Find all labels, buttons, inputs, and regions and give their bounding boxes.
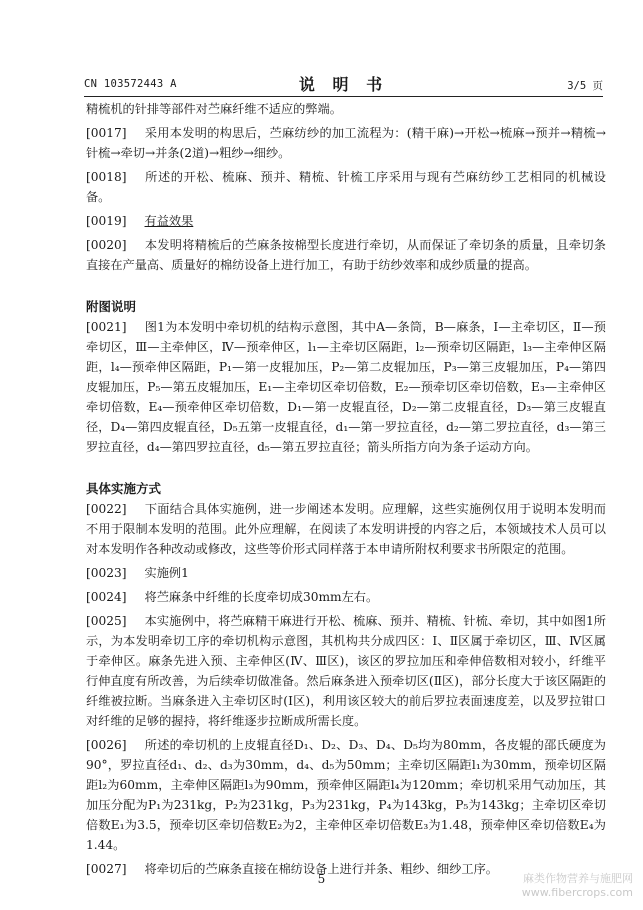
paragraph-0022 xyxy=(86,499,606,559)
paragraph-0025 xyxy=(86,611,606,731)
subheading-beneficial-effects: 有益效果 xyxy=(144,214,194,228)
paragraph-text: 下面结合具体实施例，进一步阐述本发明。应理解，这些实施例仅用于说明本发明而不用于限制本发明的范围。此外应理解，在阅读了本发明讲授的内容之后，本领域技术人员可以对本发明作各种改动或修改，这些等价形式同样落于本申请所附权利要求书所限定的范围。 xyxy=(86,502,606,556)
paragraph-text: 将苎麻条中纤维的长度牵切成30mm左右。 xyxy=(144,590,379,604)
paragraph-text: 所述的牵切机的上皮辊直径D₁、D₂、D₃、D₄、D₅均为80mm，各皮辊的邵氏硬度为90°，罗拉直径d₁、d₂、d₃为30mm，d₄、d₅为50mm；主牵切区隔距l₁为30mm，预牵切区隔距l₂为60mm，主牵伸区隔距l₃为90mm，预牵伸区隔距l₄为120mm；牵切机采用气动加压，其加压分配为P₁为231kg，P₂为231kg，P₃为231kg，P₄为143kg，P₅为143kg；主牵切区牵切倍数E₁为3.5，预牵切区牵切倍数E₂为2，主牵伸区牵切倍数E₃为1.48，预牵伸区牵切倍数E₄为1.44。 xyxy=(86,738,606,852)
paragraph-0024 xyxy=(86,587,606,607)
watermark xyxy=(522,872,633,900)
patent-number: CN 103572443 A xyxy=(84,78,177,90)
paragraph-tag: [0027] xyxy=(86,862,127,876)
paragraph-text: 实施例1 xyxy=(144,566,189,580)
paragraph-0018 xyxy=(86,167,606,207)
paragraph-tag: [0018] xyxy=(86,170,127,184)
paragraph-text: 所述的开松、梳麻、预并、精梳、针梳工序采用与现有苎麻纺纱工艺相同的机械设备。 xyxy=(86,170,606,204)
paragraph-text: 将牵切后的苎麻条直接在棉纺设备上进行并条、粗纱、细纱工序。 xyxy=(144,862,498,876)
header-rule xyxy=(84,96,603,97)
watermark-url: www.fibercrops.com xyxy=(521,886,633,899)
section-title-figures: 附图说明 xyxy=(86,299,137,314)
document-body xyxy=(86,99,606,879)
paragraph-tag: [0025] xyxy=(86,614,127,628)
paragraph-tag: [0021] xyxy=(86,320,127,334)
section-title-embodiments: 具体实施方式 xyxy=(86,481,162,496)
paragraph-0021 xyxy=(86,317,606,457)
page-number: 5 xyxy=(317,872,326,886)
paragraph-tag: [0020] xyxy=(86,238,127,252)
paragraph-0020 xyxy=(86,235,606,275)
paragraph-0026 xyxy=(86,735,606,855)
watermark-title: 麻类作物营养与施肥网 xyxy=(523,872,633,885)
continued-text: 精梳机的针排等部件对苎麻纤维不适应的弊端。 xyxy=(86,102,342,116)
paragraph-tag: [0017] xyxy=(86,126,127,140)
paragraph-0019 xyxy=(86,211,606,231)
paragraph-tag: [0026] xyxy=(86,738,127,752)
page-header xyxy=(84,72,603,94)
page-indicator: 3/5 页 xyxy=(567,80,603,92)
paragraph-text: 本实施例中，将苎麻精干麻进行开松、梳麻、预并、精梳、针梳、牵切，其中如图1所示，为本发明牵切工序的牵切机构示意图，其机构共分成四区：Ⅰ、Ⅱ区属于牵切区，Ⅲ、Ⅳ区属于牵伸区。麻条先进入预、主牵伸区(Ⅳ、Ⅲ区)，该区的罗拉加压和牵伸倍数相对较小，纤维平行伸直度有所改善，为后续牵切做准备。然后麻条进入预牵切区(Ⅱ区)，部分长度大于该区隔距的纤维被拉断。当麻条进入主牵切区时(Ⅰ区)，利用该区较大的前后罗拉表面速度差，以及罗拉钳口对纤维的足够的握持，将纤维逐步拉断成所需长度。 xyxy=(86,614,606,728)
paragraph-text: 图1为本发明中牵切机的结构示意图，其中A—条筒，B—麻条，Ⅰ—主牵切区，Ⅱ—预牵切区，Ⅲ—主牵伸区，Ⅳ—预牵伸区，l₁—主牵切区隔距，l₂—预牵切区隔距，l₃—主牵伸区隔距，l₄—预牵伸区隔距，P₁—第一皮辊加压，P₂—第二皮辊加压，P₃—第三皮辊加压，P₄—第四皮辊加压，P₅—第五皮辊加压，E₁—主牵切区牵切倍数，E₂—预牵切区牵切倍数，E₃—主牵伸区牵切倍数，E₄—预牵伸区牵切倍数，D₁—第一皮辊直径，D₂—第二皮辊直径，D₃—第三皮辊直径，D₄—第四皮辊直径，D₅五第一皮辊直径，d₁—第一罗拉直径，d₂—第二罗拉直径，d₃—第三罗拉直径，d₄—第四罗拉直径，d₅—第五罗拉直径；箭头所指方向为条子运动方向。 xyxy=(86,320,606,454)
paragraph-text: 采用本发明的构思后，苎麻纺纱的加工流程为：(精干麻)→开松→梳麻→预并→精梳→针梳→牵切→并条(2道)→粗纱→细纱。 xyxy=(86,126,606,160)
paragraph-tag: [0023] xyxy=(86,566,127,580)
paragraph-tag: [0024] xyxy=(86,590,127,604)
paragraph-0023 xyxy=(86,563,606,583)
paragraph-tag: [0022] xyxy=(86,502,127,516)
document-title: 说 明 书 xyxy=(298,75,389,94)
paragraph-0017 xyxy=(86,123,606,163)
paragraph-tag: [0019] xyxy=(86,214,127,228)
paragraph-text: 本发明将精梳后的苎麻条按棉型长度进行牵切，从而保证了牵切条的质量，且牵切条直接在产量高、质量好的棉纺设备上进行加工，有助于纺纱效率和成纱质量的提高。 xyxy=(86,238,606,272)
